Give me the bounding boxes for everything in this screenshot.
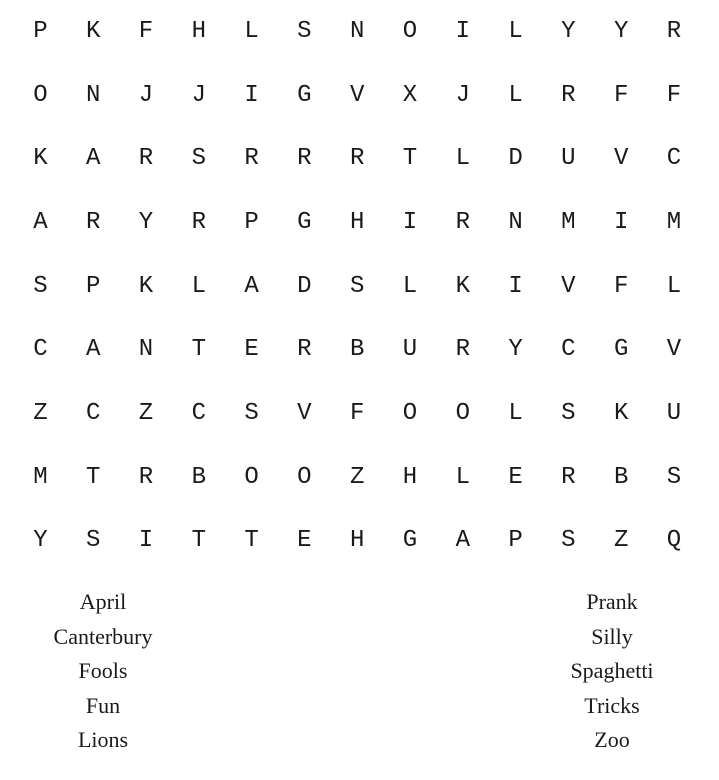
letter-cell[interactable]: R bbox=[561, 81, 576, 109]
letter-cell[interactable]: L bbox=[666, 272, 682, 300]
grid-row bbox=[14, 64, 700, 128]
letter-cell[interactable]: T bbox=[191, 527, 206, 555]
letter-cell[interactable]: H bbox=[349, 527, 365, 555]
letter-cell[interactable]: G bbox=[613, 336, 629, 364]
letter-cell[interactable]: Q bbox=[666, 527, 682, 555]
letter-cell[interactable]: Z bbox=[138, 399, 154, 427]
letter-cell[interactable]: A bbox=[33, 208, 48, 236]
letter-cell[interactable]: S bbox=[561, 527, 576, 555]
letter-cell[interactable]: U bbox=[666, 399, 682, 427]
letter-cell[interactable]: T bbox=[85, 463, 101, 491]
word-item: Zoo bbox=[594, 727, 630, 752]
letter-cell[interactable]: D bbox=[508, 145, 523, 173]
letter-cell[interactable]: I bbox=[455, 17, 470, 45]
word-list-right bbox=[512, 585, 712, 758]
letter-cell[interactable]: R bbox=[297, 145, 312, 173]
letter-cell[interactable]: K bbox=[455, 272, 470, 300]
letter-cell[interactable]: H bbox=[349, 208, 365, 236]
letter-cell[interactable]: N bbox=[138, 336, 154, 364]
grid-row bbox=[14, 510, 700, 574]
letter-cell[interactable]: S bbox=[349, 272, 365, 300]
letter-cell[interactable]: Y bbox=[138, 208, 154, 236]
letter-cell[interactable]: I bbox=[613, 208, 629, 236]
letter-cell[interactable]: M bbox=[33, 463, 48, 491]
letter-cell[interactable]: L bbox=[455, 463, 470, 491]
letter-cell[interactable]: J bbox=[138, 81, 154, 109]
grid-row bbox=[14, 255, 700, 319]
letter-cell[interactable]: A bbox=[85, 145, 101, 173]
letter-cell[interactable]: F bbox=[349, 399, 365, 427]
letter-cell[interactable]: Z bbox=[613, 527, 629, 555]
word-item: April bbox=[79, 589, 127, 614]
letter-cell[interactable]: K bbox=[613, 399, 629, 427]
letter-cell[interactable]: L bbox=[191, 272, 206, 300]
letter-cell[interactable]: K bbox=[138, 272, 154, 300]
letter-cell[interactable]: Y bbox=[561, 17, 576, 45]
grid-row bbox=[14, 0, 700, 64]
word-item: Lions bbox=[77, 727, 129, 752]
letter-cell[interactable]: N bbox=[349, 17, 365, 45]
letter-cell[interactable]: R bbox=[349, 145, 365, 173]
letter-cell[interactable]: L bbox=[455, 145, 470, 173]
letter-cell[interactable]: S bbox=[561, 399, 576, 427]
letter-cell[interactable]: R bbox=[244, 145, 259, 173]
letter-cell[interactable]: S bbox=[666, 463, 682, 491]
letter-cell[interactable]: C bbox=[191, 399, 206, 427]
letter-cell[interactable]: O bbox=[455, 399, 470, 427]
letter-cell[interactable]: J bbox=[191, 81, 206, 109]
letter-cell[interactable]: L bbox=[244, 17, 259, 45]
letter-cell[interactable]: A bbox=[455, 527, 470, 555]
letter-cell[interactable]: C bbox=[666, 145, 682, 173]
letter-cell[interactable]: F bbox=[666, 81, 682, 109]
letter-cell[interactable]: P bbox=[244, 208, 259, 236]
letter-cell[interactable]: R bbox=[297, 336, 312, 364]
letter-cell[interactable]: Z bbox=[33, 399, 48, 427]
letter-cell[interactable]: D bbox=[297, 272, 312, 300]
letter-cell[interactable]: R bbox=[191, 208, 206, 236]
letter-cell[interactable]: A bbox=[244, 272, 259, 300]
letter-cell[interactable]: O bbox=[297, 463, 312, 491]
letter-cell[interactable]: Y bbox=[33, 527, 48, 555]
word-item: Canterbury bbox=[53, 623, 153, 649]
letter-cell[interactable]: H bbox=[402, 463, 418, 491]
word-item: Fools bbox=[78, 658, 128, 683]
letter-cell[interactable]: K bbox=[85, 17, 101, 45]
letter-cell[interactable]: I bbox=[508, 272, 523, 300]
word-list-left bbox=[3, 585, 203, 758]
letter-cell[interactable]: S bbox=[85, 527, 101, 555]
letter-cell[interactable]: L bbox=[508, 17, 523, 45]
letter-cell[interactable]: I bbox=[138, 527, 154, 555]
letter-cell[interactable]: V bbox=[613, 145, 629, 173]
letter-cell[interactable]: U bbox=[561, 145, 576, 173]
letter-cell[interactable]: E bbox=[508, 463, 523, 491]
letter-cell[interactable]: A bbox=[85, 336, 101, 364]
letter-cell[interactable]: B bbox=[191, 463, 206, 491]
grid-row bbox=[14, 446, 700, 510]
letter-cell[interactable]: K bbox=[33, 145, 48, 173]
letter-cell[interactable]: N bbox=[508, 208, 523, 236]
word-item: Fun bbox=[85, 692, 121, 718]
letter-cell[interactable]: Y bbox=[613, 17, 629, 45]
letter-cell[interactable]: O bbox=[33, 81, 48, 109]
grid-row bbox=[14, 191, 700, 255]
letter-cell[interactable]: L bbox=[508, 399, 523, 427]
letter-cell[interactable]: P bbox=[508, 527, 523, 555]
letter-cell[interactable]: R bbox=[455, 208, 470, 236]
letter-cell[interactable]: I bbox=[244, 81, 259, 109]
letter-cell[interactable]: V bbox=[349, 81, 365, 109]
letter-cell[interactable]: X bbox=[402, 81, 418, 109]
letter-cell[interactable]: S bbox=[244, 399, 259, 427]
word-search-grid bbox=[14, 0, 700, 574]
letter-cell[interactable]: V bbox=[561, 272, 576, 300]
letter-cell[interactable]: E bbox=[244, 336, 259, 364]
letter-cell[interactable]: R bbox=[561, 463, 576, 491]
letter-cell[interactable]: Z bbox=[349, 463, 365, 491]
letter-cell[interactable]: T bbox=[244, 527, 259, 555]
letter-cell[interactable]: N bbox=[85, 81, 101, 109]
letter-cell[interactable]: H bbox=[191, 17, 206, 45]
letter-cell[interactable]: F bbox=[613, 272, 629, 300]
letter-cell[interactable]: B bbox=[349, 336, 365, 364]
letter-cell[interactable]: T bbox=[402, 145, 418, 173]
word-item: Tricks bbox=[584, 692, 640, 718]
letter-cell[interactable]: F bbox=[613, 81, 629, 109]
grid-row bbox=[14, 318, 700, 382]
letter-cell[interactable]: U bbox=[402, 336, 418, 364]
letter-cell[interactable]: C bbox=[85, 399, 101, 427]
letter-cell[interactable]: S bbox=[297, 17, 312, 45]
letter-cell[interactable]: C bbox=[33, 336, 48, 364]
letter-cell[interactable]: P bbox=[85, 272, 101, 300]
letter-cell[interactable]: Y bbox=[508, 336, 523, 364]
letter-cell[interactable]: L bbox=[402, 272, 418, 300]
letter-cell[interactable]: P bbox=[33, 17, 48, 45]
letter-cell[interactable]: O bbox=[244, 463, 259, 491]
letter-cell[interactable]: G bbox=[402, 527, 418, 555]
letter-cell[interactable]: S bbox=[33, 272, 48, 300]
letter-cell[interactable]: R bbox=[138, 463, 154, 491]
letter-cell[interactable]: V bbox=[297, 399, 312, 427]
letter-cell[interactable]: B bbox=[613, 463, 629, 491]
letter-cell[interactable]: G bbox=[297, 81, 312, 109]
word-item: Spaghetti bbox=[570, 658, 654, 683]
word-item: Silly bbox=[591, 623, 633, 649]
letter-cell[interactable]: R bbox=[666, 17, 682, 45]
letter-cell[interactable]: R bbox=[85, 208, 101, 236]
letter-cell[interactable]: L bbox=[508, 81, 523, 109]
grid-row bbox=[14, 382, 700, 446]
letter-cell[interactable]: E bbox=[297, 527, 312, 555]
letter-cell[interactable]: J bbox=[455, 81, 470, 109]
grid-row bbox=[14, 127, 700, 191]
letter-cell[interactable]: I bbox=[402, 208, 418, 236]
letter-cell[interactable]: M bbox=[666, 208, 682, 236]
letter-cell[interactable]: C bbox=[561, 336, 576, 364]
letter-cell[interactable]: R bbox=[455, 336, 470, 364]
letter-cell[interactable]: G bbox=[297, 208, 312, 236]
letter-cell[interactable]: R bbox=[138, 145, 154, 173]
letter-cell[interactable]: O bbox=[402, 399, 418, 427]
letter-cell[interactable]: F bbox=[138, 17, 154, 45]
letter-cell[interactable]: O bbox=[402, 17, 418, 45]
letter-cell[interactable]: T bbox=[191, 336, 206, 364]
letter-cell[interactable]: S bbox=[191, 145, 206, 173]
letter-cell[interactable]: M bbox=[561, 208, 576, 236]
letter-cell[interactable]: V bbox=[666, 336, 682, 364]
word-item: Prank bbox=[586, 589, 638, 614]
